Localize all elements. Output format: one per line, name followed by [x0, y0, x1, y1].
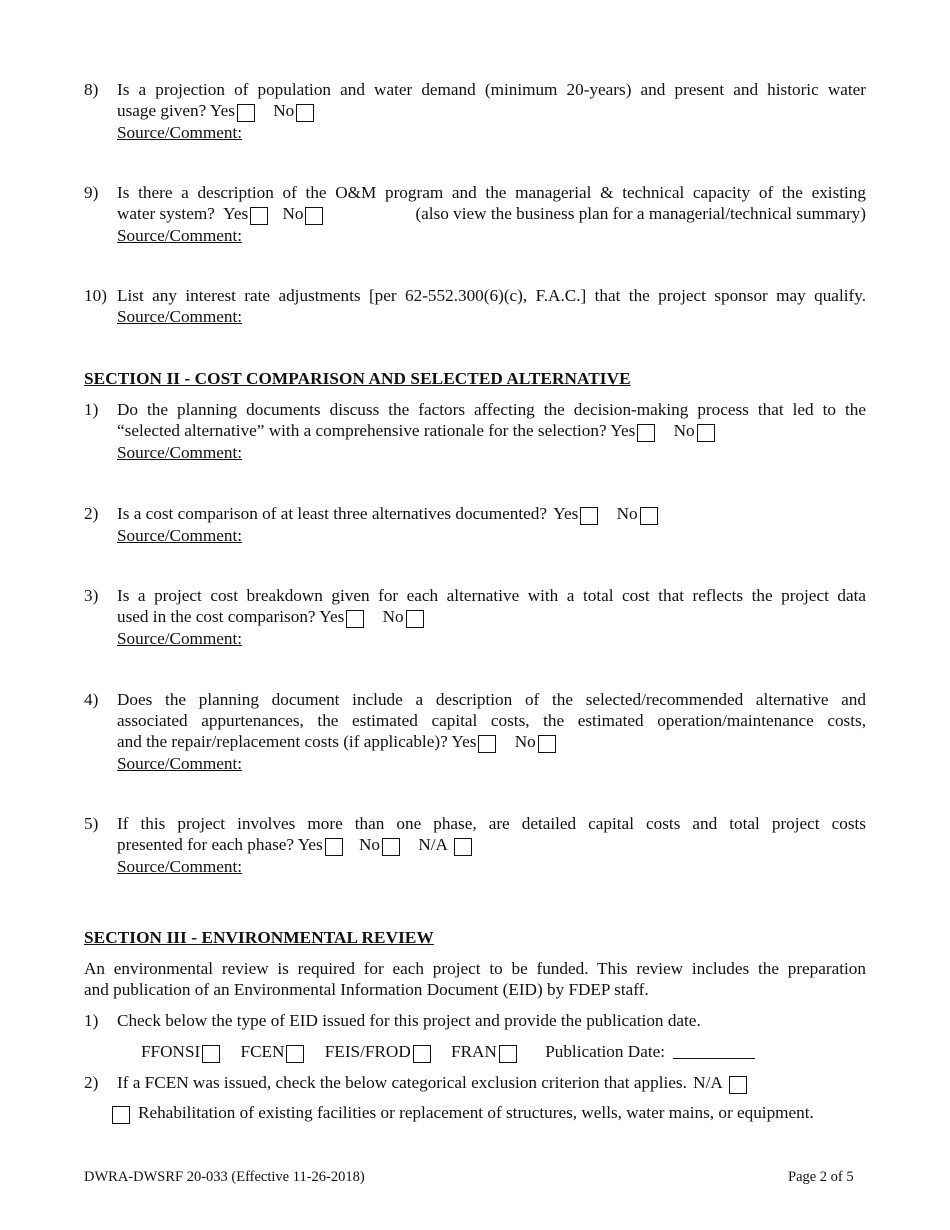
question-9 — [84, 182, 866, 246]
na-label: N/A — [693, 1073, 723, 1092]
source-comment-label: Source/Comment: — [117, 443, 243, 462]
question-number: 1) — [84, 1011, 99, 1030]
question-text: Is a project cost breakdown given for each alternative with a total cost that reflects the project data — [117, 586, 866, 605]
no-checkbox[interactable] — [382, 838, 400, 856]
no-label: No — [514, 732, 536, 751]
intro-text: An environmental review is required for each project to be funded. This review includes the preparation — [84, 959, 866, 978]
question-text: Check below the type of EID issued for this project and provide the publication date. — [117, 1011, 701, 1030]
section-3-question-2 — [84, 1072, 866, 1094]
question-text: Does the planning document include a description of the selected/recommended alternative and — [117, 690, 866, 709]
yes-checkbox[interactable] — [250, 207, 268, 225]
fcen-checkbox[interactable] — [286, 1045, 304, 1063]
publication-date-field[interactable] — [673, 1058, 755, 1059]
fran-label: FRAN — [451, 1042, 497, 1061]
question-text: Do the planning documents discuss the factors affecting the decision-making process that led to the — [117, 400, 866, 419]
source-comment-label: Source/Comment: — [117, 123, 243, 142]
section-3-heading: SECTION III - ENVIRONMENTAL REVIEW — [84, 928, 434, 947]
na-checkbox[interactable] — [729, 1076, 747, 1094]
no-label: No — [616, 504, 638, 523]
section-2-question-3 — [84, 585, 866, 649]
question-text: associated appurtenances, the estimated capital costs, the estimated operation/maintenance costs, — [117, 711, 866, 730]
question-note: (also view the business plan for a managerial/technical summary) — [415, 204, 866, 223]
exclusion-criterion — [110, 1102, 814, 1124]
question-text: usage given? — [117, 101, 207, 120]
section-2-question-1 — [84, 399, 866, 463]
section-2-question-2 — [84, 503, 866, 546]
criterion-text: Rehabilitation of existing facilities or replacement of structures, wells, water mains, or equipment. — [138, 1103, 814, 1122]
section-2-question-5 — [84, 813, 866, 877]
yes-label: Yes — [297, 835, 323, 854]
yes-checkbox[interactable] — [478, 735, 496, 753]
yes-label: Yes — [451, 732, 477, 751]
question-text: water system? — [117, 204, 215, 223]
no-checkbox[interactable] — [296, 104, 314, 122]
question-text: “selected alternative” with a comprehensive rationale for the selection? — [117, 421, 607, 440]
question-number: 10) — [84, 286, 107, 305]
yes-checkbox[interactable] — [580, 507, 598, 525]
question-number: 4) — [84, 690, 99, 709]
eid-type-options — [141, 1041, 755, 1063]
yes-label: Yes — [610, 421, 636, 440]
question-number: 1) — [84, 400, 99, 419]
fcen-label: FCEN — [240, 1042, 285, 1061]
no-label: No — [359, 835, 381, 854]
question-number: 2) — [84, 1073, 99, 1092]
question-number: 2) — [84, 504, 99, 523]
question-text: and the repair/replacement costs (if applicable)? — [117, 732, 448, 751]
question-10 — [84, 285, 866, 327]
yes-label: Yes — [319, 607, 345, 626]
question-number: 8) — [84, 80, 99, 99]
source-comment-label: Source/Comment: — [117, 526, 243, 545]
section-3-question-1 — [84, 1010, 866, 1031]
no-checkbox[interactable] — [640, 507, 658, 525]
footer-form-id: DWRA-DWSRF 20-033 (Effective 11-26-2018) — [84, 1169, 365, 1185]
ffonsi-checkbox[interactable] — [202, 1045, 220, 1063]
yes-label: Yes — [223, 204, 249, 223]
footer-page-number: Page 2 of 5 — [788, 1169, 854, 1185]
no-checkbox[interactable] — [697, 424, 715, 442]
section-2-heading: SECTION II - COST COMPARISON AND SELECTED ALTERNATIVE — [84, 369, 631, 388]
question-text: Is a projection of population and water demand (minimum 20-years) and present and historic water — [117, 80, 866, 99]
criterion-checkbox[interactable] — [112, 1106, 130, 1124]
question-number: 3) — [84, 586, 99, 605]
question-number: 5) — [84, 814, 99, 833]
fran-checkbox[interactable] — [499, 1045, 517, 1063]
yes-checkbox[interactable] — [325, 838, 343, 856]
source-comment-label: Source/Comment: — [117, 307, 243, 326]
yes-checkbox[interactable] — [637, 424, 655, 442]
question-text: If this project involves more than one phase, are detailed capital costs and total project costs — [117, 814, 866, 833]
source-comment-label: Source/Comment: — [117, 226, 243, 245]
na-checkbox[interactable] — [454, 838, 472, 856]
source-comment-label: Source/Comment: — [117, 754, 243, 773]
no-label: No — [282, 204, 304, 223]
no-checkbox[interactable] — [538, 735, 556, 753]
yes-label: Yes — [209, 101, 235, 120]
no-checkbox[interactable] — [406, 610, 424, 628]
yes-checkbox[interactable] — [346, 610, 364, 628]
question-text: Is a cost comparison of at least three alternatives documented? — [117, 504, 547, 523]
intro-text: and publication of an Environmental Information Document (EID) by FDEP staff. — [84, 980, 649, 999]
no-label: No — [673, 421, 695, 440]
yes-checkbox[interactable] — [237, 104, 255, 122]
no-checkbox[interactable] — [305, 207, 323, 225]
section-3-intro — [84, 958, 866, 1000]
source-comment-label: Source/Comment: — [117, 857, 243, 876]
na-label: N/A — [418, 835, 448, 854]
yes-label: Yes — [553, 504, 579, 523]
question-text: used in the cost comparison? — [117, 607, 316, 626]
no-label: No — [382, 607, 404, 626]
question-8 — [84, 79, 866, 143]
question-number: 9) — [84, 183, 99, 202]
source-comment-label: Source/Comment: — [117, 629, 243, 648]
question-text: presented for each phase? — [117, 835, 295, 854]
feis-frod-checkbox[interactable] — [413, 1045, 431, 1063]
no-label: No — [273, 101, 295, 120]
publication-date-label: Publication Date: — [545, 1042, 665, 1061]
ffonsi-label: FFONSI — [141, 1042, 201, 1061]
section-2-question-4 — [84, 689, 866, 774]
question-text: List any interest rate adjustments [per 62-552.300(6)(c), F.A.C.] that the project sponsor may qualify. — [117, 286, 866, 305]
feis-frod-label: FEIS/FROD — [324, 1042, 411, 1061]
question-text: Is there a description of the O&M program and the managerial & technical capacity of the existing — [117, 183, 866, 202]
question-text: If a FCEN was issued, check the below categorical exclusion criterion that applies. — [117, 1073, 687, 1092]
